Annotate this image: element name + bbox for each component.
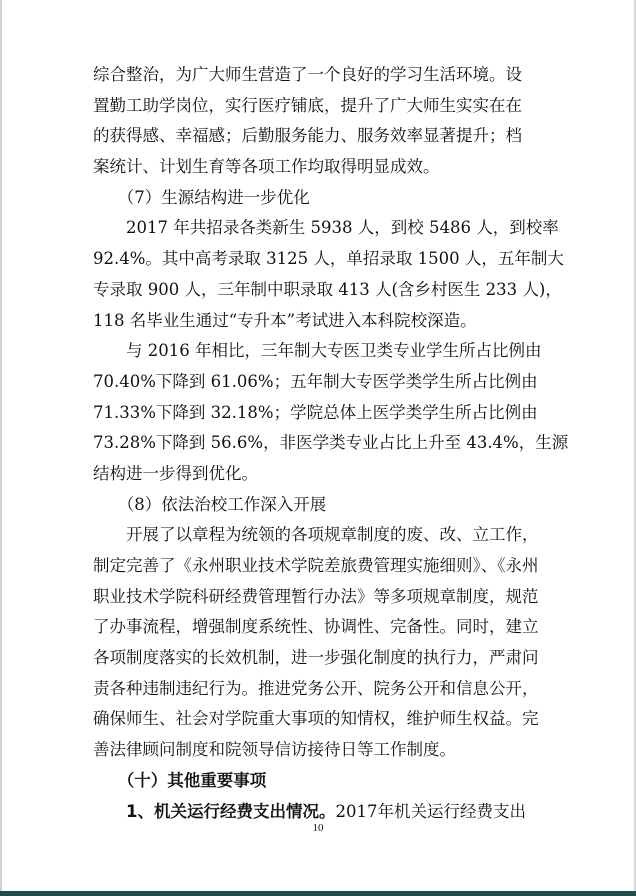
text-line-14: 结构进一步得到优化。 — [93, 463, 258, 483]
text-line-2: 置勤工助学岗位，实行医疗铺底，提升了广大师生实实在在 — [93, 95, 522, 115]
text-line-17: 制定完善了《永州职业技术学院差旅费管理实施细则》、《永州 — [93, 556, 539, 575]
text-line-7: 92.4%。其中高考录取 3125 人，单招录取 1500 人，五年制大 — [93, 249, 564, 269]
text-line-19: 了办事流程，增强制度系统性、协调性、完备性。同时，建立 — [93, 617, 539, 637]
section-heading-7: （7）生源结构进一步优化 — [93, 187, 310, 207]
section-heading-10: （十）其他重要事项 — [93, 770, 267, 790]
document-page — [93, 60, 569, 827]
text-line-3: 的获得感、幸福感；后勤服务能力、服务效率显著提升；档 — [93, 126, 522, 146]
page-border-bottom — [0, 891, 636, 896]
page-border-left — [0, 0, 2, 896]
subsection-title-1: 1、机关运行经费支出情况。 — [93, 801, 336, 821]
text-line-4: 案统计、计划生育等各项工作均取得明显成效。 — [93, 157, 440, 177]
text-line-9: 118 名毕业生通过“专升本”考试进入本科院校深造。 — [93, 310, 477, 330]
text-line-22: 确保师生、社会对学院重大事项的知情权，维护师生权益。完 — [93, 709, 539, 729]
text-line-21: 责各种违制违纪行为。推进党务公开、院务公开和信息公开， — [93, 678, 539, 698]
page-number: 10 — [312, 822, 324, 834]
text-line-13: 73.28%下降到 56.6%，非医学类专业占比上升至 43.4%，生源 — [93, 433, 569, 453]
text-line-8: 专录取 900 人，三年制中职录取 413 人(含乡村医生 233 人)， — [93, 279, 562, 299]
text-line-18: 职业技术学院科研经费管理暂行办法》等多项规章制度，规范 — [93, 586, 539, 606]
text-line-16: 开展了以章程为统领的各项规章制度的废、改、立工作， — [93, 525, 539, 545]
text-line-6: 2017 年共招录各类新生 5938 人，到校 5486 人，到校率 — [93, 218, 559, 238]
text-line-1: 综合整治，为广大师生营造了一个良好的学习生活环境。设 — [93, 65, 522, 84]
text-line-11: 70.40%下降到 61.06%；五年制大专医学类学生所占比例由 — [93, 371, 538, 391]
text-line-10: 与 2016 年相比，三年制大专医卫类专业学生所占比例由 — [93, 341, 542, 361]
text-line-last-rest: 2017年机关运行经费支出 — [335, 801, 526, 821]
text-line-23: 善法律顾问制度和院领导信访接待日等工作制度。 — [93, 740, 456, 760]
text-line-12: 71.33%下降到 32.18%；学院总体上医学类学生所占比例由 — [93, 402, 538, 422]
section-heading-8: （8）依法治校工作深入开展 — [93, 494, 327, 514]
text-line-20: 各项制度落实的长效机制，进一步强化制度的执行力，严肃问 — [93, 648, 539, 668]
